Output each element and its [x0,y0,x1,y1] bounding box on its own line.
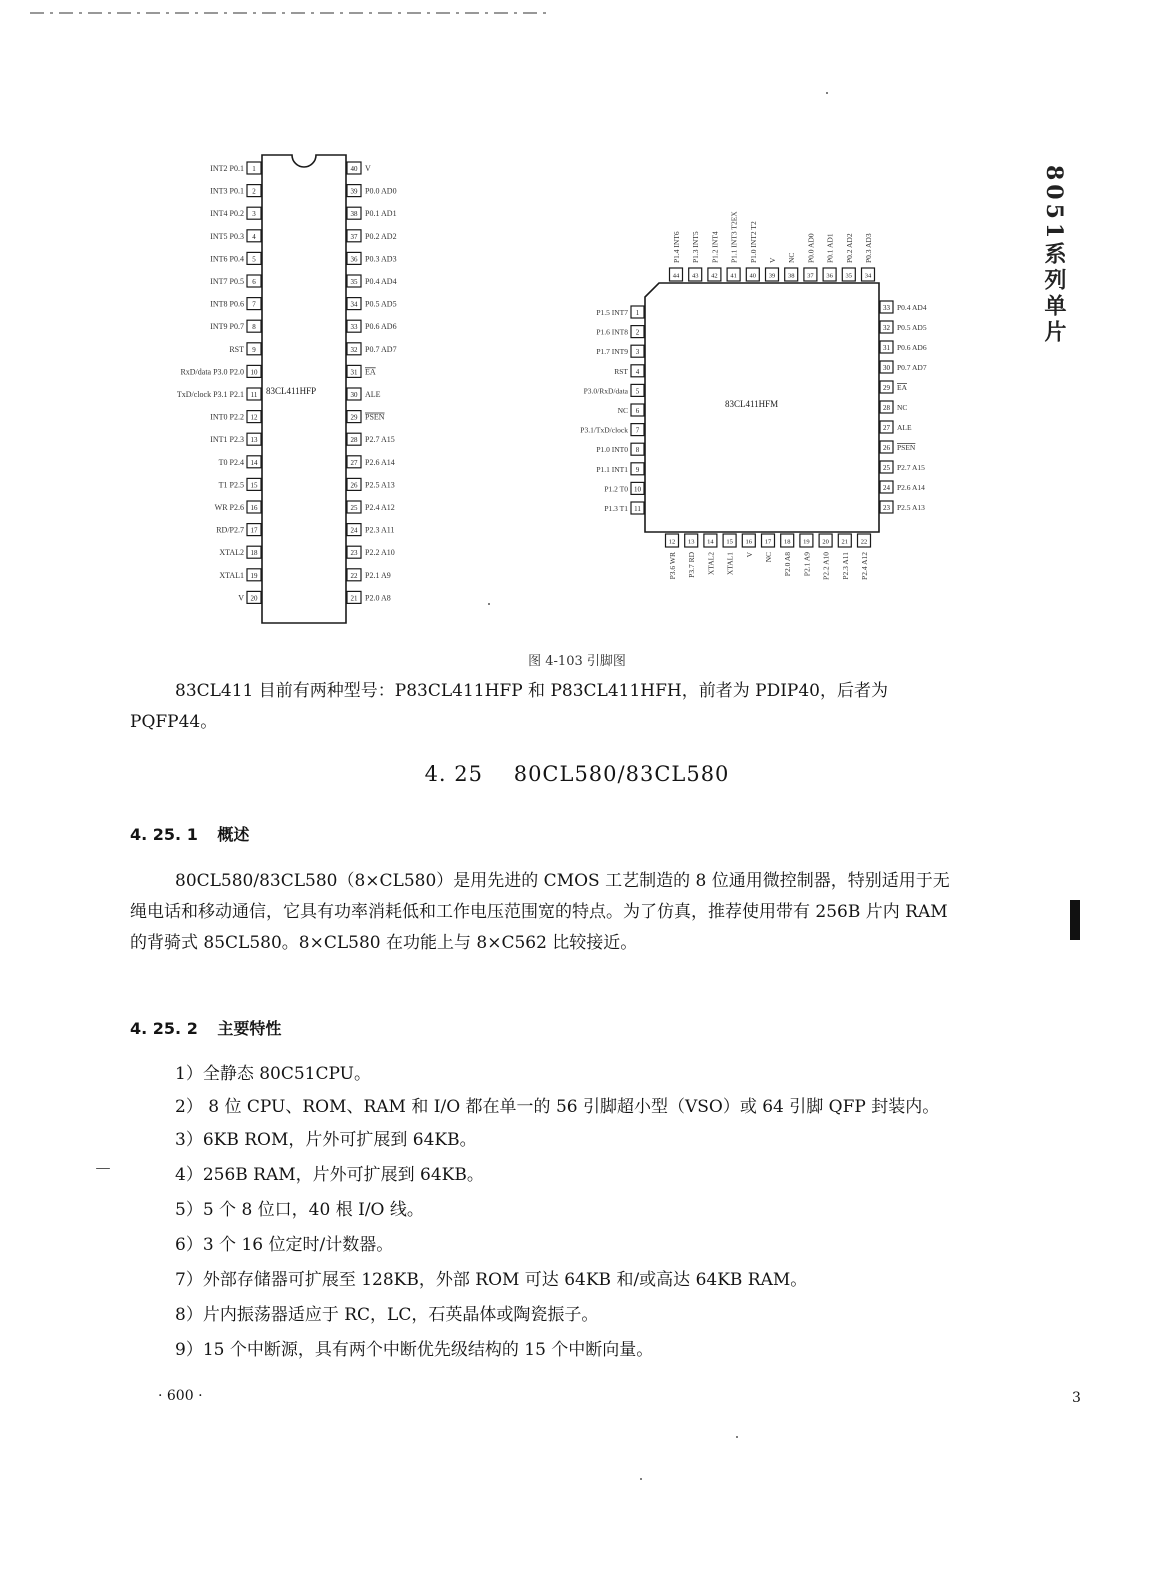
subsection-title: 主要特性 [217,1019,282,1038]
qfp-pin-label: P1.4 INT6 [672,231,681,263]
list-item: 1）全静态 80C51CPU。 [175,1064,371,1084]
dip-pin-label: P2.2 A10 [365,548,395,558]
qfp-pin-label: P0.7 AD7 [897,363,927,372]
qfp-pin-number: 8 [635,446,640,455]
dip-pin-number: 35 [350,278,358,286]
dip-pin-number: 31 [350,368,358,377]
dip-pin-label: INT8 P0.6 [210,299,244,309]
qfp-pin-number: 35 [845,272,853,280]
dip-pin-label: RD/P2.7 [216,525,244,535]
dip-pin-number: 6 [252,278,256,286]
pin-diagram-figure [0,0,1154,640]
qfp-pin-label: P1.1 INT3 T2EX [729,211,739,263]
dip-pin-number: 18 [250,549,258,558]
qfp-pin-number: 43 [691,272,699,280]
qfp-pin-label: XTAL2 [706,552,716,576]
qfp-pin-label: P2.2 A10 [821,552,831,580]
qfp-pin-number: 40 [749,272,757,280]
dip-pin-label: P2.4 A12 [365,503,395,512]
dip-pin-label: TxD/clock P3.1 P2.1 [176,390,244,399]
qfp-pin-label: P1.0 INT2 T2 [748,221,758,263]
dip-pin-number: 2 [252,187,256,196]
qfp-pin-label: P1.0 INT0 [596,445,628,455]
qfp-pin-label: P2.5 A13 [897,503,925,512]
dip-pin-label: P0.0 AD0 [365,186,397,196]
qfp-pin-number: 36 [826,272,833,280]
dip-pin-number: 27 [350,458,358,467]
qfp-pin-number: 2 [635,328,640,337]
qfp-pin-number: 24 [883,484,890,492]
qfp-pin-label: NC [897,403,908,412]
qfp-pin-label: XTAL1 [725,552,735,576]
qfp-pin-label: PSEN [897,443,916,452]
dip-pin-number: 28 [350,436,358,445]
dip-pin-label: INT0 P2.2 [210,412,244,422]
dip-pin-number: 19 [250,571,258,580]
dip-pin-label: PSEN [365,412,385,422]
dip-pin-label: P0.3 AD3 [365,254,397,264]
dip-pin-label: T0 P2.4 [218,457,244,467]
scan-speck [826,92,828,94]
subsection-title: 概述 [217,825,250,844]
dip-pin-number: 29 [350,413,358,422]
qfp-pin-number: 10 [634,485,641,494]
qfp-pin-number: 27 [883,424,890,432]
dip-pin-label: INT2 P0.1 [210,164,244,173]
dip-pin-label: RST [229,344,244,354]
dip-pin-number: 26 [350,481,358,490]
qfp-pin-label: P1.2 T0 [604,484,628,494]
qfp-pin-number: 14 [707,538,714,546]
qfp-pin-number: 29 [883,384,890,392]
qfp-pin-number: 41 [730,272,737,280]
qfp-pin-number: 31 [883,344,890,352]
qfp-pin-number: 33 [883,304,890,312]
dip-chip-label: 83CL411HFP [266,386,317,396]
dip-pin-label: P2.5 A13 [365,480,395,490]
dip-pin-label: P2.6 A14 [365,457,395,467]
qfp-pin-number: 28 [883,404,890,412]
qfp-pin-label: ALE [897,423,912,432]
qfp-pin-label: P1.3 INT5 [691,231,701,263]
qfp-pin-label: P2.7 A15 [897,463,925,472]
qfp-pin-number: 16 [745,538,753,546]
qfp-pin-number: 30 [883,364,890,372]
dip-pin-number: 32 [350,345,358,354]
qfp-pin-label: NC [787,252,797,263]
margin-thumb-tab [1070,900,1080,940]
qfp-pin-number: 23 [883,504,890,512]
dip-pin-label: P2.3 A11 [365,525,395,535]
dip-pin-number: 39 [350,187,358,196]
dip-pin-label: P0.5 AD5 [365,299,397,309]
qfp-pin-label: P0.6 AD6 [897,343,927,352]
dip-pin-number: 37 [350,232,358,241]
dip-pin-number: 11 [250,391,258,399]
feature-list [130,1057,960,1368]
figure-caption: 图 4-103 引脚图 [528,654,626,669]
list-item: 2） 8 位 CPU、ROM、RAM 和 I/O 都在单一的 56 引脚超小型（VSO）或 64 引脚 QFP 封装内。 [175,1097,940,1117]
qfp-pin-label: P2.0 A8 [783,552,793,577]
section-title: 80CL580/83CL580 [513,762,730,786]
qfp-pin-number: 9 [635,465,640,474]
qfp-pin-label: P2.3 A11 [840,552,850,580]
dip-pin-label: ALE [365,390,381,399]
dip-pin-number: 8 [252,323,256,332]
dip-pin-number: 10 [250,368,258,377]
dip-pin-label: P2.7 A15 [365,435,395,445]
qfp-pin-number: 39 [768,272,776,280]
dip-pin-number: 40 [350,165,358,173]
qfp-pin-label: P3.0/RxD/data [583,386,628,396]
dip-pin-label: INT5 P0.3 [210,231,244,241]
scan-speck [488,603,490,605]
list-item: 7）外部存储器可扩展至 128KB，外部 ROM 可达 64KB 和/或高达 64KB RAM。 [175,1270,808,1290]
qfp-pin-number: 6 [635,407,640,415]
qfp-pin-label: P0.0 AD0 [806,233,816,263]
qfp-pin-label: V [744,552,754,558]
subsection-heading-overview [130,822,249,845]
dip-pin-label: RxD/data P3.0 P2.0 [180,367,244,377]
qfp-pin-label: P3.1/TxD/clock [580,425,628,435]
qfp-pin-label: P0.5 AD5 [897,323,927,332]
qfp-pin-number: 32 [883,324,890,332]
qfp-pin-label: P1.5 INT7 [596,308,628,317]
dip-pin-number: 16 [250,504,258,512]
qfp-pin-label: P1.2 INT4 [710,231,720,263]
overview-paragraph: 80CL580/83CL580（8×CL580）是用先进的 CMOS 工艺制造的 8 位通用微控制器，特别适用于无绳电话和移动通信，它具有功率消耗低和工作电压范围宽的特点。为了仿真，推荐使用带有 256B 片内 RAM 的背骑式 85CL580。8×CL580 在功能上与 8×C562 比较接近。 [130,871,950,953]
dip-pin-label: XTAL1 [219,570,244,580]
qfp-pin-label: NC [617,406,628,415]
intro-paragraph: 83CL411 目前有两种型号：P83CL411HFP 和 P83CL411HFH，前者为 PDIP40，后者为 PQFP44。 [130,681,888,732]
dip-pin-number: 33 [350,323,358,332]
dip-pin-number: 13 [250,436,258,445]
qfp-pin-number: 1 [635,309,640,317]
qfp-pin-label: EA [897,383,907,392]
qfp-pin-label: P2.4 A12 [860,552,869,580]
dip-pin-number: 14 [250,458,258,467]
dip-pin-label: P0.7 AD7 [365,344,397,354]
dip-pin-label: V [238,593,244,603]
dip-pin-label: P0.6 AD6 [365,322,397,332]
qfp-chip-label: 83CL411HFM [725,399,779,409]
qfp-pin-label: P1.1 INT1 [596,464,628,474]
dip-pin-label: INT9 P0.7 [210,322,244,332]
scan-speck [640,1478,642,1480]
dip-pin-number: 12 [250,413,258,422]
qfp-pin-label: P3.6 WR [668,552,677,580]
dip-pin-label: XTAL2 [219,548,244,558]
qfp-pin-number: 4 [635,367,640,376]
list-item: 9）15 个中断源，具有两个中断优先级结构的 15 个中断向量。 [175,1340,654,1360]
dip-pin-number: 36 [350,255,358,264]
qfp-pin-label: P1.3 T1 [604,504,628,513]
scan-speck [736,1436,738,1438]
subsection-heading-features [130,1016,281,1039]
dip-pin-number: 24 [350,526,358,535]
qfp-pin-label: P0.4 AD4 [897,303,927,312]
list-item: 4）256B RAM，片外可扩展到 64KB。 [175,1165,484,1185]
qfp-pin-number: 38 [787,272,795,280]
list-item: 8）片内振荡器适应于 RC，LC，石英晶体或陶瓷振子。 [175,1305,599,1325]
qfp-pin-label: V [768,257,777,263]
qfp-pin-number: 3 [635,348,640,357]
qfp-pin-number: 25 [883,464,890,472]
dip-pin-label: INT6 P0.4 [210,254,244,264]
qfp-pin-label: P3.7 RD [687,552,697,578]
dip-pin-number: 9 [252,345,256,354]
dip-pin-number: 15 [250,481,258,490]
dip-pin-label: T1 P2.5 [218,480,244,490]
dip-pin-label: P0.4 AD4 [365,277,397,286]
qfp-pin-label: NC [764,552,773,563]
dip-pin-number: 25 [350,504,358,512]
qfp-pin-number: 20 [822,538,829,546]
dip-pin-label: INT3 P0.1 [210,186,244,196]
dip-pin-number: 22 [350,571,358,580]
dip-pin-number: 1 [252,165,256,173]
qfp-pin-number: 42 [711,272,718,280]
page-number: · 600 · [158,1388,203,1404]
subsection-number: 4. 25. 2 [130,1019,198,1038]
dip-pin-label: P0.2 AD2 [365,231,397,241]
section-heading [0,762,1154,786]
dip-pin-label: INT7 P0.5 [210,277,244,286]
qfp-pin-number: 26 [883,444,890,452]
qfp-pin-number: 18 [783,538,791,546]
dip-pin-number: 34 [350,300,358,309]
dip-pin-number: 20 [250,594,258,603]
qfp-pin-number: 15 [726,538,733,546]
dip-pin-number: 30 [350,391,358,399]
scan-speck [96,1168,110,1169]
dip-pin-label: INT4 P0.2 [210,209,244,219]
dip-pin-number: 3 [252,210,256,219]
qfp-pin-number: 21 [841,538,849,546]
qfp-pin-number: 11 [634,505,641,513]
margin-handwritten-note: 8051系列单片 [1041,165,1067,347]
list-item: 3）6KB ROM，片外可扩展到 64KB。 [175,1130,477,1150]
qfp-pin-label: P2.1 A9 [802,552,812,577]
dip-pin-label: INT1 P2.3 [210,435,244,445]
qfp-pin-label: P0.1 AD1 [825,233,835,263]
dip-pin-number: 38 [350,210,358,219]
dip-pin-number: 21 [350,594,358,603]
qfp-pin-number: 37 [807,272,814,280]
dip-pin-number: 4 [252,232,256,241]
dip-pin-label: P0.1 AD1 [365,209,397,219]
dip-pin-number: 17 [250,526,258,535]
qfp-pin-label: P0.3 AD3 [864,233,873,263]
dip-pin-label: EA [365,367,376,377]
dip-pin-label: WR P2.6 [214,503,244,512]
subsection-number: 4. 25. 1 [130,825,198,844]
dip-pin-label: P2.0 A8 [365,593,391,603]
qfp-pin-number: 44 [672,272,680,280]
section-number: 4. 25 [424,762,483,786]
qfp-pin-label: P0.2 AD2 [844,233,854,263]
qfp-pin-number: 22 [860,538,868,546]
qfp-pin-number: 34 [864,272,872,280]
list-item: 6）3 个 16 位定时/计数器。 [175,1235,394,1255]
qfp-pin-label: RST [614,366,628,376]
qfp-pin-label: P1.6 INT8 [596,327,628,337]
qfp-pin-number: 19 [803,538,810,546]
qfp-pin-number: 7 [635,426,640,435]
dip-pin-label: P2.1 A9 [365,570,391,580]
qfp-pin-label: P1.7 INT9 [596,347,628,357]
list-item: 5）5 个 8 位口，40 根 I/O 线。 [175,1200,424,1220]
qfp-pin-number: 12 [668,538,676,546]
qfp-pin-number: 17 [764,538,772,546]
qfp-pin-number: 13 [687,538,695,546]
margin-page-fragment: 3 [1072,1390,1081,1406]
qfp-pin-label: P2.6 A14 [897,483,925,492]
qfp-pin-number: 5 [635,387,640,396]
dip-pin-number: 7 [252,300,256,309]
dip-pin-number: 5 [252,255,256,264]
dip-pin-label: V [365,164,371,173]
dip-pin-number: 23 [350,549,358,558]
